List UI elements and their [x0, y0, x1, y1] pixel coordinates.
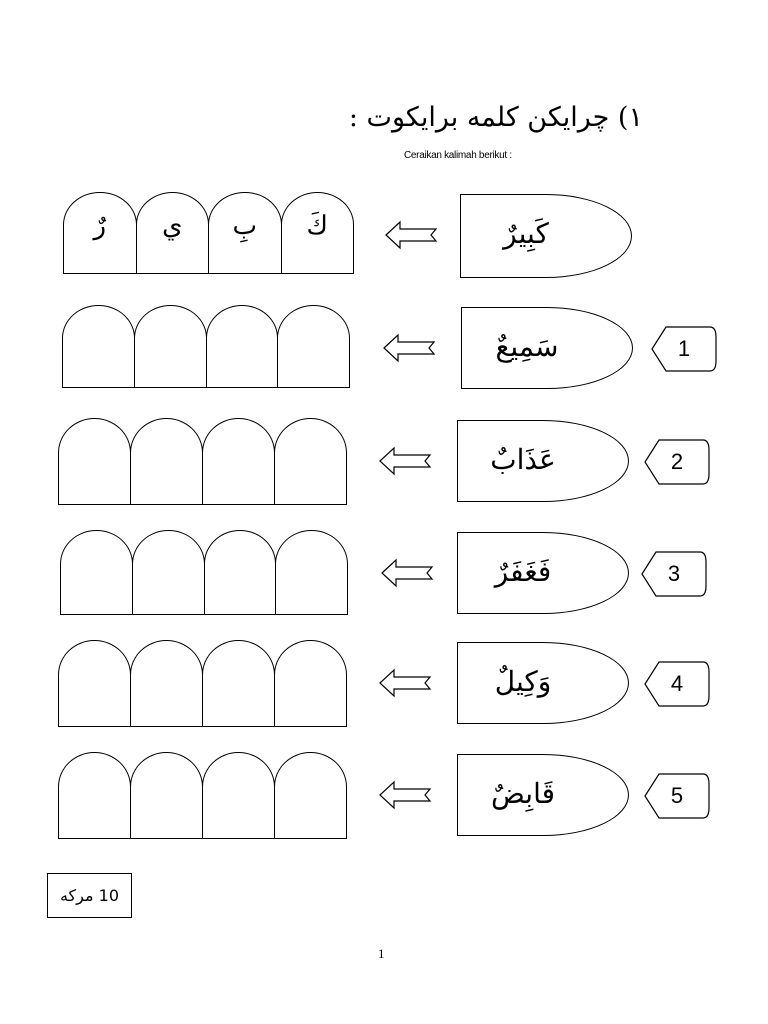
letter-slot[interactable]	[60, 530, 133, 615]
word-box	[457, 532, 629, 614]
word-box	[461, 307, 633, 389]
letter-slot-text: كَ	[306, 211, 328, 241]
arrow-left-icon	[380, 556, 436, 590]
question-number: 2	[670, 449, 684, 474]
word-box	[457, 642, 629, 724]
letter-slot-text: رٌ	[93, 211, 107, 241]
word-box	[457, 754, 629, 836]
letter-slot[interactable]	[58, 752, 131, 839]
letter-slot[interactable]	[281, 192, 355, 274]
letter-slot[interactable]	[132, 530, 205, 615]
letter-slot[interactable]	[136, 192, 210, 274]
question-number: 4	[670, 671, 684, 696]
arabic-word: سَمِيعٌ	[495, 330, 559, 363]
letter-slot[interactable]	[274, 418, 347, 505]
exercise-instruction: Ceraikan kalimah berikut :	[404, 150, 512, 161]
arrow-left-icon	[382, 331, 438, 365]
question-number-badge	[650, 325, 718, 373]
letter-slot[interactable]	[130, 752, 203, 839]
arrow-left-icon	[378, 778, 434, 812]
letter-slot[interactable]	[274, 752, 347, 839]
question-number-badge	[643, 660, 711, 708]
letter-slot[interactable]	[208, 192, 282, 274]
letter-slot[interactable]	[202, 418, 275, 505]
letter-slot[interactable]	[274, 640, 347, 727]
letter-slot[interactable]	[134, 305, 207, 388]
question-number-badge	[643, 438, 711, 486]
question-number: 3	[667, 561, 681, 586]
question-number-badge	[643, 772, 711, 820]
letter-slot-text: ي	[162, 211, 183, 241]
arabic-word: قَابِضٌ	[490, 777, 555, 810]
letter-slot[interactable]	[202, 752, 275, 839]
arabic-word: فَغَفَرٌ	[494, 555, 552, 588]
letter-slot[interactable]	[62, 305, 135, 388]
arrow-left-icon	[378, 666, 434, 700]
letter-slot[interactable]	[58, 418, 131, 505]
arabic-word: عَذَابٌ	[490, 443, 556, 476]
letter-slot[interactable]	[204, 530, 277, 615]
marks-box: 10 مرکه	[47, 873, 132, 918]
letter-slot[interactable]	[63, 192, 137, 274]
letter-slot[interactable]	[130, 640, 203, 727]
question-number: 1	[677, 336, 691, 361]
letter-slot[interactable]	[277, 305, 350, 388]
letter-slot[interactable]	[130, 418, 203, 505]
letter-slot-text: بِ	[232, 211, 257, 241]
arrow-left-icon	[384, 218, 440, 252]
question-number: 5	[670, 783, 684, 808]
question-number-badge	[640, 550, 708, 598]
word-box	[457, 420, 629, 502]
letter-slot[interactable]	[58, 640, 131, 727]
page-number: 1	[378, 946, 385, 961]
arabic-word: وَكِيلٌ	[494, 665, 552, 698]
word-box	[460, 194, 632, 278]
exercise-heading: ١) چرايکن کلمه برايکوت :	[348, 102, 643, 133]
arrow-left-icon	[378, 444, 434, 478]
arabic-word: كَبِيرٌ	[503, 217, 549, 250]
letter-slot[interactable]	[202, 640, 275, 727]
letter-slot[interactable]	[206, 305, 279, 388]
letter-slot[interactable]	[275, 530, 348, 615]
